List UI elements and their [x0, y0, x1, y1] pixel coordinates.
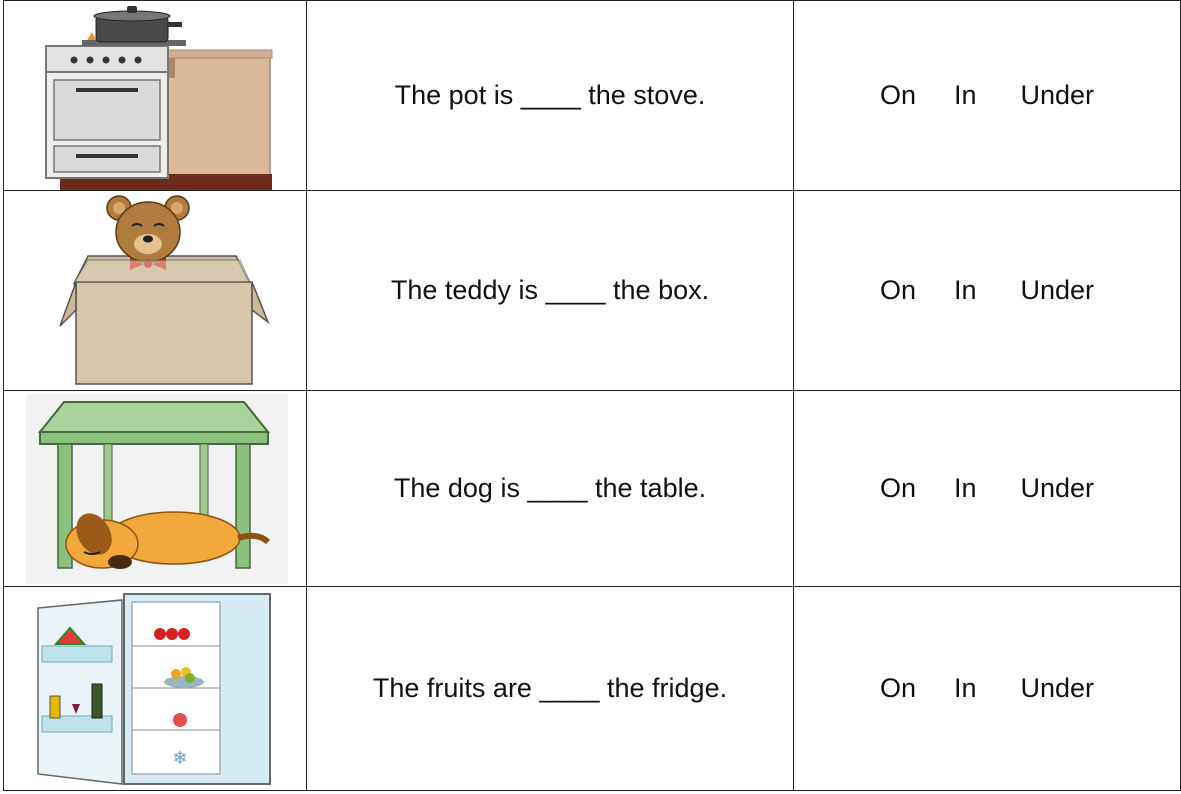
sentence-text: The fruits are ____ the fridge.	[372, 673, 728, 703]
fridge-fruits-image	[4, 588, 304, 790]
preposition-worksheet	[3, 0, 1181, 791]
option-on[interactable]: On	[879, 473, 916, 503]
picture-cell	[4, 391, 307, 587]
worksheet-row	[4, 191, 1181, 391]
sentence-cell	[307, 191, 794, 391]
sentence-cell	[307, 391, 794, 587]
option-in[interactable]: In	[953, 275, 977, 305]
option-under[interactable]: Under	[1020, 673, 1095, 703]
option-in[interactable]: In	[953, 473, 977, 503]
option-on[interactable]: On	[879, 673, 916, 703]
sentence-cell	[307, 1, 794, 191]
picture-cell	[4, 587, 307, 791]
options-cell	[794, 391, 1181, 587]
option-under[interactable]: Under	[1020, 473, 1095, 503]
options-cell	[794, 191, 1181, 391]
sentence-text: The teddy is ____ the box.	[390, 275, 710, 305]
worksheet-row	[4, 1, 1181, 191]
option-under[interactable]: Under	[1020, 275, 1095, 305]
picture-cell	[4, 191, 307, 391]
sentence-cell	[307, 587, 794, 791]
dog-table-image	[4, 392, 304, 586]
teddy-box-image	[4, 192, 304, 390]
options-cell	[794, 1, 1181, 191]
stove-pot-image	[4, 2, 304, 190]
option-on[interactable]: On	[879, 80, 916, 110]
option-under[interactable]: Under	[1020, 80, 1095, 110]
option-on[interactable]: On	[879, 275, 916, 305]
worksheet-row	[4, 587, 1181, 791]
option-in[interactable]: In	[953, 673, 977, 703]
svg-text:❄: ❄	[172, 747, 188, 769]
picture-cell	[4, 1, 307, 191]
worksheet-row	[4, 391, 1181, 587]
options-cell	[794, 587, 1181, 791]
option-in[interactable]: In	[953, 80, 977, 110]
sentence-text: The pot is ____ the stove.	[394, 80, 706, 110]
sentence-text: The dog is ____ the table.	[393, 473, 707, 503]
